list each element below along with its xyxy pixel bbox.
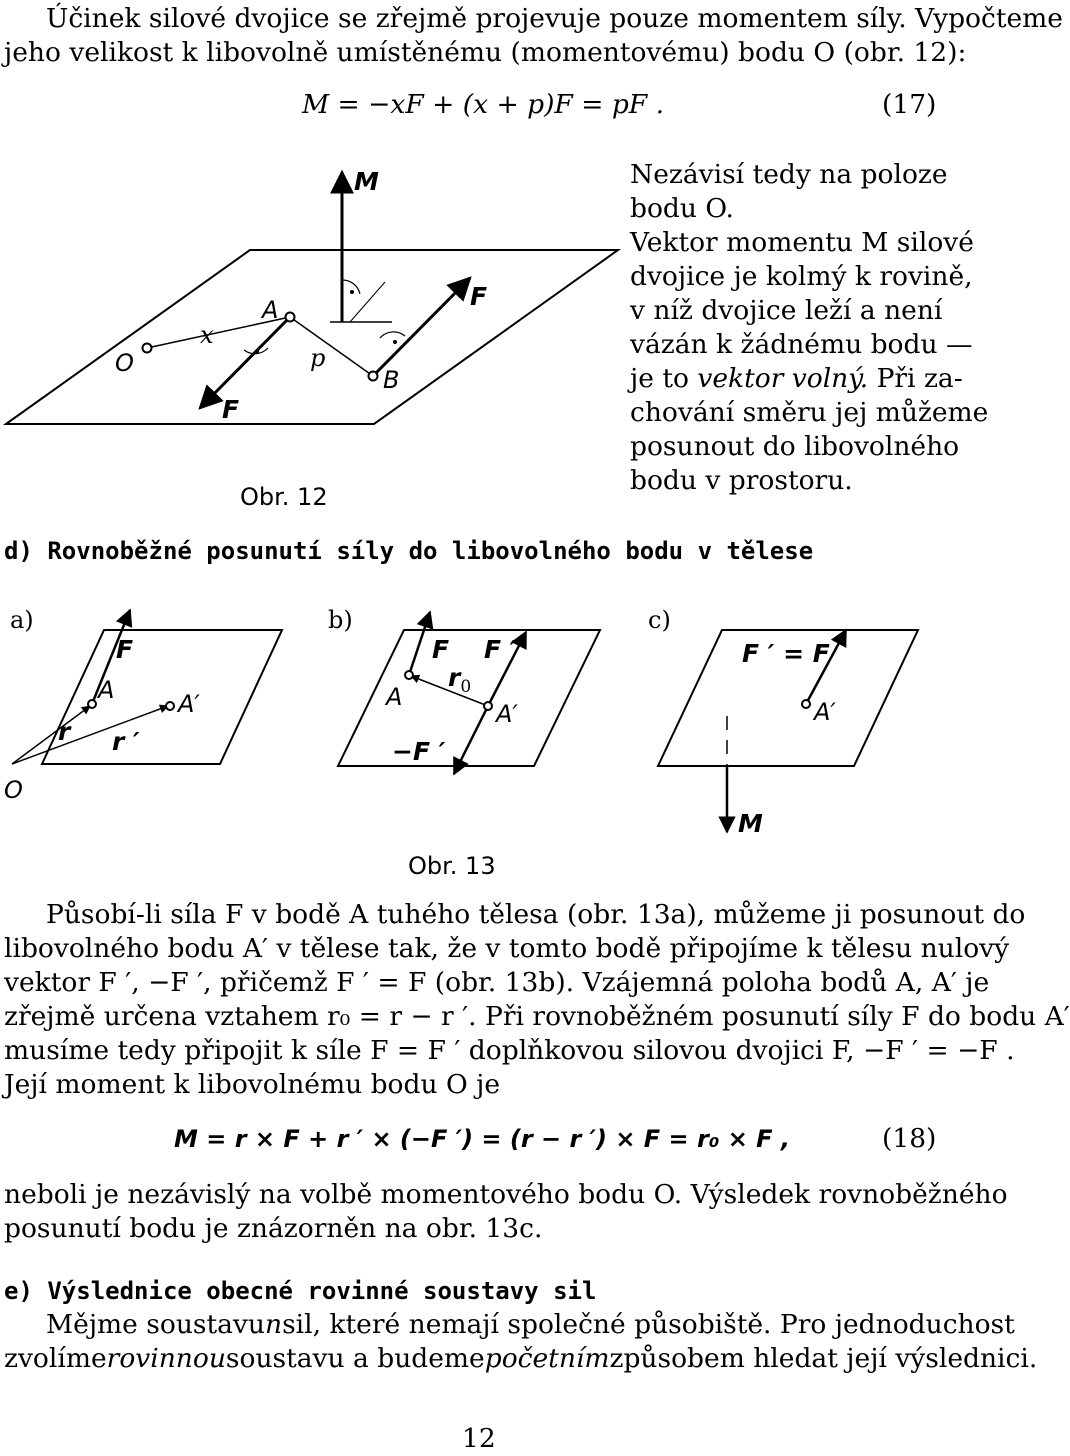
para3-line-1: neboli je nezávislý na volbě momentového bodu O. Výsledek rovnoběžného <box>4 1179 1008 1210</box>
para4-l2a: zvolíme <box>4 1343 107 1374</box>
para2-line-5: musíme tedy připojit k síle F = F ′ doplňkovou silovou dvojici F, −F ′ = −F . <box>4 1035 1015 1066</box>
para2-line-1: Působí-li síla F v bodě A tuhého tělesa (obr. 13a), můžeme ji posunout do <box>46 899 1026 930</box>
fig13c-tag: c) <box>648 606 671 634</box>
side-text-2: bodu O. <box>630 193 734 224</box>
section-e-heading: e) Výslednice obecné rovinné soustavy sil <box>4 1277 597 1305</box>
para4-l1n: n <box>264 1309 283 1340</box>
fig13c-point-A-prime <box>802 700 810 708</box>
side-text-7c: Při za- <box>876 363 963 394</box>
side-text-8: chování směru jej můžeme <box>630 397 989 428</box>
fig13b-label-F: F <box>432 635 450 664</box>
equation-17: M = −xF + (x + p)F = pF . <box>302 89 665 120</box>
fig13a-point-A-prime <box>166 702 174 710</box>
equation-17-number: (17) <box>882 89 937 120</box>
para4-l2e: způsobem hledat její výslednici. <box>609 1343 1038 1374</box>
fig13b-label-r0 <box>448 663 471 697</box>
fig13a-label-A: A <box>98 676 115 704</box>
side-text-5: v níž dvojice leží a není <box>630 295 943 326</box>
para4-l2c: soustavu a budeme <box>225 1343 485 1374</box>
para4-l1b: sil, které nemají společné působiště. Pro jednoduchost <box>282 1309 1015 1340</box>
fig13b-point-A <box>405 671 413 679</box>
fig13a-plane <box>42 630 282 764</box>
fig13b-label-r0-base: r <box>448 663 461 692</box>
side-text-6: vázán k žádnému bodu — <box>630 329 973 360</box>
fig13b-force-F <box>409 612 430 675</box>
equation-18-number: (18) <box>882 1123 937 1154</box>
fig12-label-M: M <box>354 167 379 196</box>
side-text-7a: je to <box>630 363 689 394</box>
fig13b-label-A: A <box>386 683 403 711</box>
para3-line-2: posunutí bodu je znázorněn na obr. 13c. <box>4 1213 543 1244</box>
fig13a-tag: a) <box>10 606 34 634</box>
fig13-caption: Obr. 13 <box>408 852 496 880</box>
fig13a-label-A-prime: A′ <box>178 690 200 718</box>
fig12-label-F-top: F <box>470 282 488 311</box>
fig12-label-p: p <box>310 344 326 372</box>
side-text-4: dvojice je kolmý k rovině, <box>630 261 973 292</box>
side-text-9: posunout do libovolného <box>630 431 960 462</box>
fig13b-tag: b) <box>328 606 353 634</box>
fig13b-label-minus-F-prime: −F ′ <box>392 737 446 766</box>
fig13a-point-A <box>88 700 96 708</box>
para4-l1a: Mějme soustavu <box>46 1309 265 1340</box>
fig12-label-O: O <box>115 349 134 377</box>
page-number: 12 <box>462 1423 496 1454</box>
fig13c-label-A-prime: A′ <box>814 698 836 726</box>
fig13c-label-M: M <box>738 809 763 838</box>
side-text-10: bodu v prostoru. <box>630 465 853 496</box>
intro-line-2: jeho velikost k libovolně umístěnému (momentovému) bodu O (obr. 12): <box>4 37 967 68</box>
para2-line-4: zřejmě určena vztahem r₀ = r − r ′. Při rovnoběžném posunutí síly F do bodu A′ <box>4 1001 1070 1032</box>
para4-l2d: početním <box>484 1343 610 1374</box>
fig12-caption: Obr. 12 <box>240 483 328 511</box>
fig13a-vector-r-prime <box>12 706 168 764</box>
intro-line-1: Účinek silové dvojice se zřejmě projevuje pouze momentem síly. Vypočteme <box>46 3 1063 34</box>
para2-line-6: Její moment k libovolnému bodu O je <box>4 1069 500 1100</box>
fig13a-label-O: O <box>4 776 23 804</box>
fig13a-label-r-prime: r ′ <box>112 727 140 756</box>
section-d-heading: d) Rovnoběžné posunutí síly do libovolného bodu v tělese <box>4 537 814 565</box>
fig13b-label-F-prime: F ′ <box>484 635 517 664</box>
fig13b-label-A-prime: A′ <box>496 700 518 728</box>
fig13b-label-r0-sub: 0 <box>460 677 472 697</box>
para4-line-1 <box>46 1308 1015 1342</box>
side-text-7b: vektor volný. <box>697 363 869 394</box>
fig12-label-x: x <box>200 321 214 349</box>
para4-l2b: rovinnou <box>106 1343 226 1374</box>
fig12-label-A: A <box>262 296 279 324</box>
fig13a-vector-r <box>12 706 90 764</box>
fig13a-label-F: F <box>116 635 134 664</box>
para2-line-3: vektor F ′, −F ′, přičemž F ′ = F (obr. 13b). Vzájemná poloha bodů A, A′ je <box>4 967 990 998</box>
fig13a-label-r: r <box>58 717 71 746</box>
para4-line-2 <box>4 1342 1038 1376</box>
fig13b-force-minus-F-prime <box>454 706 488 774</box>
side-text-3: Vektor momentu M silové <box>630 227 974 258</box>
fig12-label-B: B <box>383 366 400 394</box>
fig12-label-F-bottom: F <box>222 395 240 424</box>
equation-18: M = r × F + r ′ × (−F ′) = (r − r ′) × F = r₀ × F , <box>174 1125 791 1153</box>
side-text-1: Nezávisí tedy na poloze <box>630 159 948 190</box>
fig13c-label-F-eq: F ′ = F <box>742 639 830 668</box>
para2-line-2: libovolného bodu A′ v tělese tak, že v tomto bodě připojíme k tělesu nulový <box>4 933 1010 964</box>
fig13b-point-A-prime <box>484 702 492 710</box>
